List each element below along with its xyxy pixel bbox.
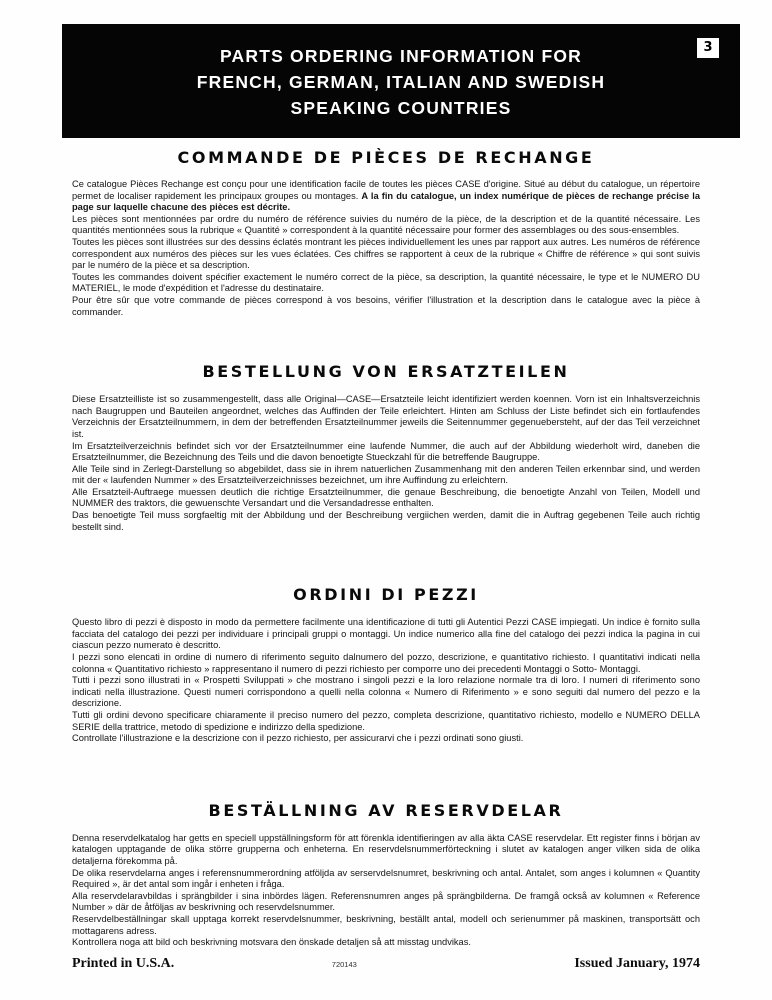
document-footer (0, 956, 772, 982)
document-body (0, 138, 772, 949)
header-title-line-1: PARTS ORDERING INFORMATION FOR (219, 46, 582, 66)
section-swedish (0, 801, 772, 949)
section-german-paragraphs (32, 381, 740, 533)
section-german (0, 362, 772, 533)
paragraph: Pour être sûr que votre commande de pièces correspond à vos besoins, vérifier l'illustration et la description dans le catalogue avec la pièce à commander. (72, 294, 700, 317)
form-number-label: 720143 (331, 960, 357, 969)
paragraph: Alle Teile sind in Zerlegt-Darstellung so abgebildet, dass sie in ihrem natuerlichen Zusammenhang mit den anderen Teilen erkennbar sind, und werden mit der « laufenden Nummer » des Ersatzteilverzeichnisses bezeichnet, um ihre Auffindung zu erleichtern. (72, 463, 700, 486)
section-german-title: BESTELLUNG VON ERSATZTEILEN (202, 362, 570, 382)
paragraph: Tutti i pezzi sono illustrati in « Prospetti Sviluppati » che mostrano i singoli pezzi e la loro relazione normale tra di loro. I numeri di riferimento sono indicati nella illustrazione. Questi numeri corrispondono a quelli nella colonna « Numero di Riferimento » e sono seguiti dal numero del pezzo e la descrizione. (72, 675, 700, 709)
section-french (0, 138, 772, 318)
section-italian (0, 585, 772, 745)
paragraph: Denna reservdelkatalog har getts en speciell uppställningsform för att förenkla identifieringen av alla äkta CASE reservdelar. Ett register finns i början av katalogen upptagande de olika större grupperna och enheterna. En reservdelsnummerförteckning i slutet av katalogen anger vilken sida de olika detaljerna förekomma på. (72, 832, 700, 866)
section-swedish-title: BESTÄLLNING AV RESERVDELAR (208, 800, 564, 820)
paragraph: Diese Ersatzteilliste ist so zusammengestellt, dass alle Original—CASE—Ersatzteile leicht identifiziert werden koennen. Vorn ist ein Inhaltsverzeichnis nach Baugruppen und Bauteilen angeordnet, welches das Auffinden der Teile erleichtert. Hinten am Schluss der Liste befindet sich ein fortlaufendes Verzeichnis der Ersatzteilnummern, in dem der betreffenden Ersatzteilnummer jeweils die Seitennummer gegenuebersteht, auf der das Teil verzeichnet ist. (72, 394, 700, 439)
paragraph: Tutti gli ordini devono specificare chiaramente il preciso numero del pezzo, completa descrizione, quantitativo richiesto, modello e NUMERO DELLA SERIE della trattrice, metodo di spedizione e indirizzo della spedizione. (72, 710, 700, 732)
paragraph: Alla reservdelaravbildas i sprängbilder i sina inbördes lägen. Referensnumren anges på sprängbilderna. De framgå också av kolumnen « Reference Number » där de åtföljas av beskrivning och reservdelsnummer. (72, 890, 700, 913)
paragraph: Kontrollera noga att bild och beskrivning motsvara den önskade detaljen så att misstag undvikas. (72, 937, 471, 948)
section-italian-paragraphs (32, 604, 740, 745)
header-title-line-2: FRENCH, GERMAN, ITALIAN AND SWEDISH (196, 72, 606, 92)
printed-in-label: Printed in U.S.A. (72, 956, 175, 971)
paragraph: Les pièces sont mentionnées par ordre du numéro de référence suivies du numéro de la pièce, de la description et de la quantité nécessaire. Les quantités mentionnées sous la rubrique « Quantité » correspondent à la quantité nécessaire pour former des assemblages ou des sous-ensembles. (72, 213, 700, 236)
section-french-title: COMMANDE DE PIÈCES DE RECHANGE (177, 148, 595, 167)
paragraph: Toutes les pièces sont illustrées sur des dessins éclatés montrant les pièces individuellement les unes par rapport aux autres. Les numéros de référence correspondent aux numéros des pièces sur les vues éclatées. Ces chiffres se rapportent à ceux de la rubrique « Chiffre de référence » qui sont suivis par le numéro de la pièce et sa description. (72, 236, 700, 271)
paragraph: Im Ersatzteilverzeichnis befindet sich vor der Ersatzteilnummer eine laufende Nummer, die auch auf der Abbildung wiederholt wird, daneben die Ersatzteilnummer, die Bezeichnung des Teils und die davon benoetigte Stueckzahl für die betreffende Baugruppe. (72, 440, 700, 463)
section-swedish-paragraphs (32, 820, 740, 949)
issued-date-label: Issued January, 1974 (574, 956, 700, 971)
paragraph: Alle Ersatzteil-Auftraege muessen deutlich die richtige Ersatzteilnummer, die genaue Beschreibung, die benoetigte Anzahl von Teilen, Modell und NUMMER des traktors, die gewuenschte Versandart und die Versandadresse enthalten. (72, 486, 700, 509)
page-number-badge: 3 (697, 38, 719, 58)
header-title-line-3: SPEAKING COUNTRIES (290, 98, 512, 118)
paragraph: Ce catalogue Pièces Rechange est conçu pour une identification facile de toutes les pièces CASE d'origine. Situé au début du catalogue, un répertoire permet de localiser rapidement les principaux groupes ou montages. A la fin du catalogue, un index numérique de pièces de rechange précise la page sur laquelle chacune des pièces est décrite. (72, 179, 700, 213)
section-italian-title: ORDINI DI PEZZI (293, 585, 479, 605)
paragraph: De olika reservdelarna anges i referensnummerordning atföljda av serservdelsnumret, beskrivning och antal. Antalet, som anges i kolumnen « Quantity Required », är det antal som ingår i enheten i fråga. (72, 867, 700, 890)
paragraph: Questo libro di pezzi è disposto in modo da permettere facilmente una identificazione di tutti gli Autentici Pezzi CASE impiegati. Un indice è fornito sulla facciata del catalogo dei pezzi per individuare i principali gruppi o montaggi. Un indice numerico alla fine del catalogo dei pezzi indica la pagina in cui ciascun pezzo numerato è descritto. (72, 617, 700, 651)
document-header-band (62, 24, 740, 138)
paragraph: I pezzi sono elencati in ordine di numero di riferimento seguito dalnumero del pozzo, descrizione, e quantitativo richiesto. I quantitativi indicati nella colonna « Quantitativo richiesto » rappresentano il numero di pezzi richiesto per comporre uno dei precedenti Montaggi o Sotto- Montaggi. (72, 652, 700, 674)
paragraph: Toutes les commandes doivent spécifier exactement le numéro correct de la pièce, sa description, la quantité nécessaire, le type et le NUMERO DU MATERIEL, le mode d'expédition et l'adresse du destinataire. (72, 271, 700, 294)
paragraph: Reservdelbeställningar skall upptaga korrekt reservdelsnummer, beskrivning, beställt antal, modell och serienummer på maskinen, transportsätt och mottagarens adress. (72, 913, 700, 936)
section-french-paragraphs (32, 167, 740, 318)
paragraph: Controllate l'illustrazione e la descrizione con il pezzo richiesto, per assicurarvi che i pezzi ordinati sono giusti. (72, 733, 524, 744)
paragraph: Das benoetigte Teil muss sorgfaeltig mit der Abbildung und der Beschreibung vergiichen werden, damit die in Auftrag gegebenen Teile auch richtig bestellt sind. (72, 510, 700, 532)
